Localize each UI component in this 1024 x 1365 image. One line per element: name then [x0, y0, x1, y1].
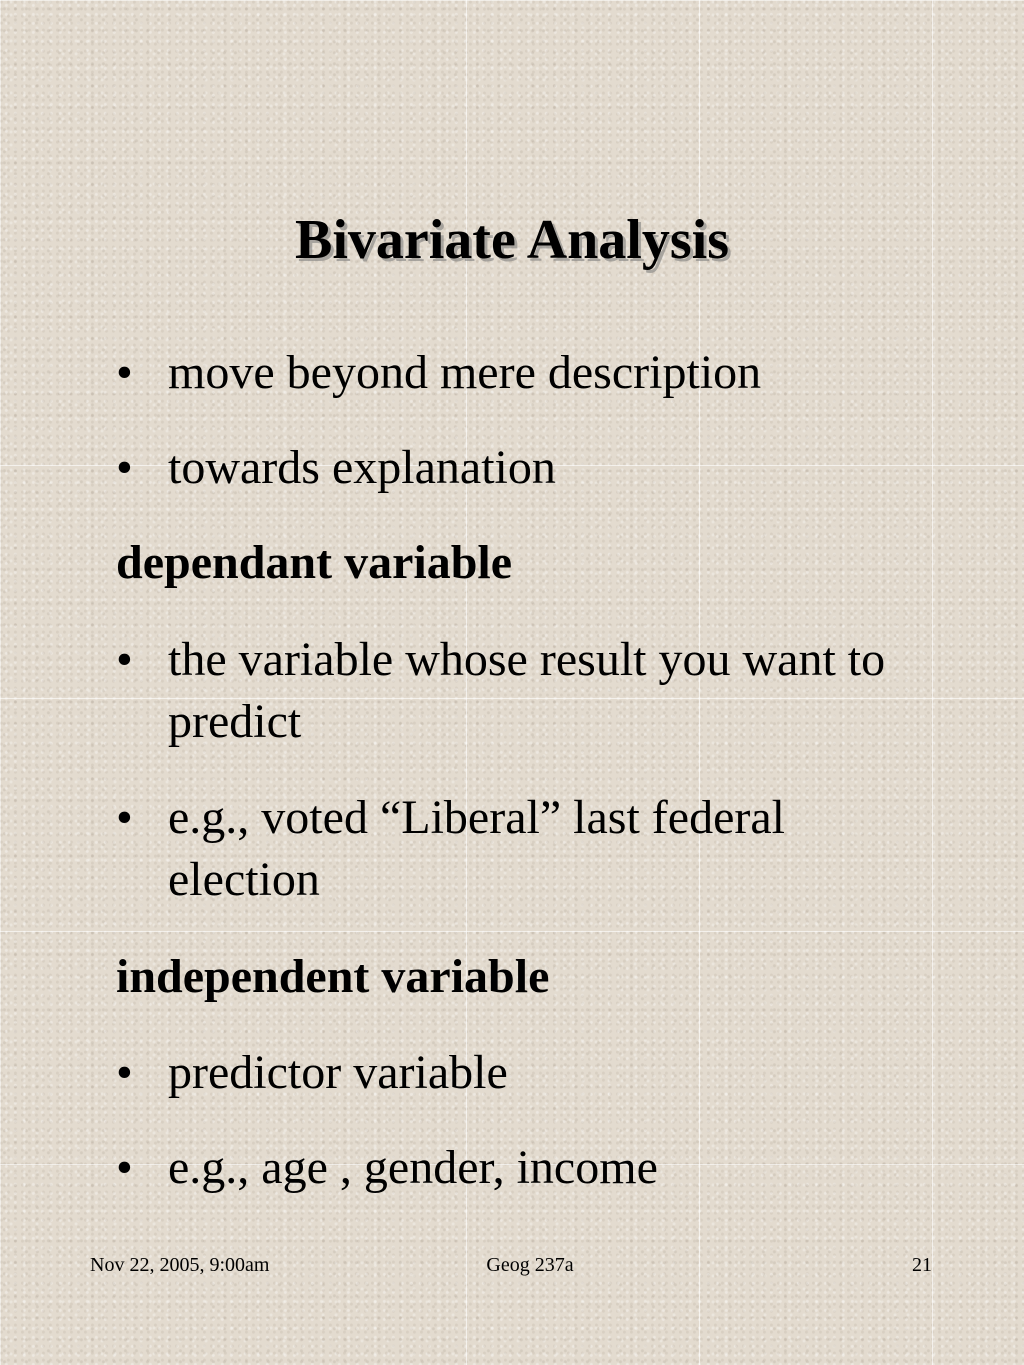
bullet-item	[116, 1042, 916, 1104]
bullet-item	[116, 437, 916, 499]
footer-course: Geog 237a	[486, 1254, 574, 1276]
bullet-text: the variable whose result you want to predict	[168, 633, 886, 748]
footer-page-number: 21	[912, 1254, 932, 1276]
background-grid-line	[0, 931, 1024, 932]
bullet-icon: •	[116, 346, 133, 399]
bullet-item	[116, 787, 916, 911]
bullet-icon: •	[116, 1141, 133, 1194]
bullet-icon: •	[116, 791, 133, 844]
bullet-text: e.g., age , gender, income	[168, 1141, 658, 1194]
section-heading: dependant variable	[116, 536, 513, 589]
bullet-icon: •	[116, 441, 133, 494]
bullet-item	[116, 1137, 916, 1199]
bullet-item	[116, 629, 916, 753]
bullet-text: e.g., voted “Liberal” last federal election	[168, 791, 786, 906]
bullet-text: towards explanation	[168, 441, 556, 494]
bullet-item	[116, 342, 916, 404]
bullet-icon: •	[116, 633, 133, 686]
bullet-text: predictor variable	[168, 1046, 508, 1099]
slide-title: Bivariate Analysis	[294, 209, 730, 271]
section-heading: independent variable	[116, 950, 550, 1003]
bullet-text: move beyond mere description	[168, 346, 762, 399]
footer-date: Nov 22, 2005, 9:00am	[90, 1254, 270, 1276]
bullet-icon: •	[116, 1046, 133, 1099]
